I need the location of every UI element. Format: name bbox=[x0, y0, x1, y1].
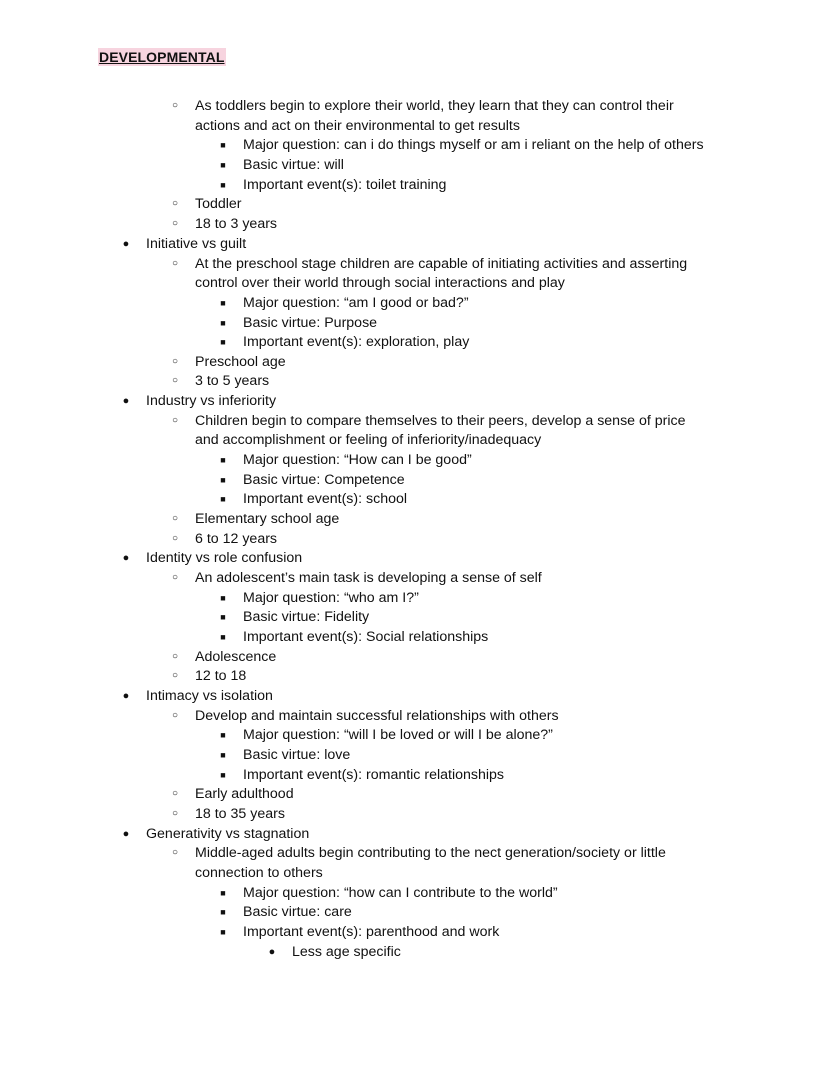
list-item: Important event(s): parenthood and work bbox=[243, 924, 500, 940]
circle-bullet-icon: ○ bbox=[171, 533, 179, 544]
stage-title: Identity vs role confusion bbox=[146, 550, 303, 566]
list-item: At the preschool stage children are capable of initiating activities and asserting bbox=[195, 256, 688, 272]
square-bullet-icon: ■ bbox=[220, 318, 226, 328]
list-item: As toddlers begin to explore their world, they learn that they can control their bbox=[195, 98, 674, 114]
circle-bullet-icon: ○ bbox=[171, 218, 179, 229]
list-item: Middle-aged adults begin contributing to the nect generation/society or little bbox=[195, 845, 666, 861]
stage-title: Industry vs inferiority bbox=[146, 393, 277, 409]
circle-bullet-icon: ○ bbox=[171, 100, 179, 111]
list-item: Major question: can i do things myself or am i reliant on the help of others bbox=[243, 137, 704, 153]
square-bullet-icon: ■ bbox=[220, 475, 226, 485]
circle-bullet-icon: ○ bbox=[171, 572, 179, 583]
disc-bullet-icon: ● bbox=[268, 946, 276, 958]
disc-bullet-icon: ● bbox=[122, 395, 130, 407]
list-item: Basic virtue: Fidelity bbox=[243, 609, 370, 625]
list-item: Major question: “will I be loved or will I be alone?” bbox=[243, 727, 553, 743]
circle-bullet-icon: ○ bbox=[171, 651, 179, 662]
list-item: Children begin to compare themselves to their peers, develop a sense of price bbox=[195, 413, 686, 429]
square-bullet-icon: ■ bbox=[220, 750, 226, 760]
list-item-continuation: actions and act on their environmental to get results bbox=[195, 118, 520, 134]
list-item-continuation: and accomplishment or feeling of inferiority/inadequacy bbox=[195, 432, 542, 448]
list-item: Less age specific bbox=[292, 944, 401, 960]
list-item: Basic virtue: care bbox=[243, 904, 352, 920]
circle-bullet-icon: ○ bbox=[171, 513, 179, 524]
list-item-continuation: control over their world through social interactions and play bbox=[195, 275, 565, 291]
list-item: 18 to 35 years bbox=[195, 806, 285, 822]
list-item: Basic virtue: Purpose bbox=[243, 315, 378, 331]
list-item: 12 to 18 bbox=[195, 668, 247, 684]
list-item: Develop and maintain successful relationships with others bbox=[195, 708, 559, 724]
square-bullet-icon: ■ bbox=[220, 770, 226, 780]
list-item: 3 to 5 years bbox=[195, 373, 270, 389]
square-bullet-icon: ■ bbox=[220, 455, 226, 465]
square-bullet-icon: ■ bbox=[220, 730, 226, 740]
circle-bullet-icon: ○ bbox=[171, 356, 179, 367]
list-item: 18 to 3 years bbox=[195, 216, 278, 232]
list-item: Preschool age bbox=[195, 354, 286, 370]
square-bullet-icon: ■ bbox=[220, 494, 226, 504]
list-item-continuation: connection to others bbox=[195, 865, 323, 881]
disc-bullet-icon: ● bbox=[122, 238, 130, 250]
list-item: Important event(s): exploration, play bbox=[243, 334, 470, 350]
square-bullet-icon: ■ bbox=[220, 593, 226, 603]
square-bullet-icon: ■ bbox=[220, 160, 226, 170]
square-bullet-icon: ■ bbox=[220, 180, 226, 190]
circle-bullet-icon: ○ bbox=[171, 198, 179, 209]
disc-bullet-icon: ● bbox=[122, 552, 130, 564]
list-item: Important event(s): school bbox=[243, 491, 408, 507]
stage-title: Intimacy vs isolation bbox=[146, 688, 273, 704]
list-item: Major question: “am I good or bad?” bbox=[243, 295, 469, 311]
list-item: Important event(s): Social relationships bbox=[243, 629, 489, 645]
list-item: Major question: “How can I be good” bbox=[243, 452, 472, 468]
list-item: Adolescence bbox=[195, 649, 277, 665]
list-item: Basic virtue: will bbox=[243, 157, 344, 173]
list-item: 6 to 12 years bbox=[195, 531, 278, 547]
circle-bullet-icon: ○ bbox=[171, 258, 179, 269]
list-item: An adolescent’s main task is developing a sense of self bbox=[195, 570, 542, 586]
square-bullet-icon: ■ bbox=[220, 927, 226, 937]
list-item: Early adulthood bbox=[195, 786, 294, 802]
section-heading: DEVELOPMENTAL bbox=[99, 49, 225, 65]
list-item: Major question: “how can I contribute to the world” bbox=[243, 885, 558, 901]
stage-title: Initiative vs guilt bbox=[146, 236, 247, 252]
list-item: Basic virtue: Competence bbox=[243, 472, 405, 488]
list-item: Elementary school age bbox=[195, 511, 340, 527]
circle-bullet-icon: ○ bbox=[171, 847, 179, 858]
list-item: Major question: “who am I?” bbox=[243, 590, 419, 606]
circle-bullet-icon: ○ bbox=[171, 375, 179, 386]
disc-bullet-icon: ● bbox=[122, 828, 130, 840]
circle-bullet-icon: ○ bbox=[171, 670, 179, 681]
circle-bullet-icon: ○ bbox=[171, 415, 179, 426]
square-bullet-icon: ■ bbox=[220, 888, 226, 898]
stage-title: Generativity vs stagnation bbox=[146, 826, 310, 842]
list-item: Toddler bbox=[195, 196, 242, 212]
list-item: Important event(s): toilet training bbox=[243, 177, 447, 193]
disc-bullet-icon: ● bbox=[122, 690, 130, 702]
circle-bullet-icon: ○ bbox=[171, 788, 179, 799]
list-item: Important event(s): romantic relationships bbox=[243, 767, 505, 783]
square-bullet-icon: ■ bbox=[220, 140, 226, 150]
square-bullet-icon: ■ bbox=[220, 632, 226, 642]
circle-bullet-icon: ○ bbox=[171, 808, 179, 819]
square-bullet-icon: ■ bbox=[220, 298, 226, 308]
circle-bullet-icon: ○ bbox=[171, 710, 179, 721]
square-bullet-icon: ■ bbox=[220, 907, 226, 917]
square-bullet-icon: ■ bbox=[220, 337, 226, 347]
square-bullet-icon: ■ bbox=[220, 612, 226, 622]
list-item: Basic virtue: love bbox=[243, 747, 351, 763]
